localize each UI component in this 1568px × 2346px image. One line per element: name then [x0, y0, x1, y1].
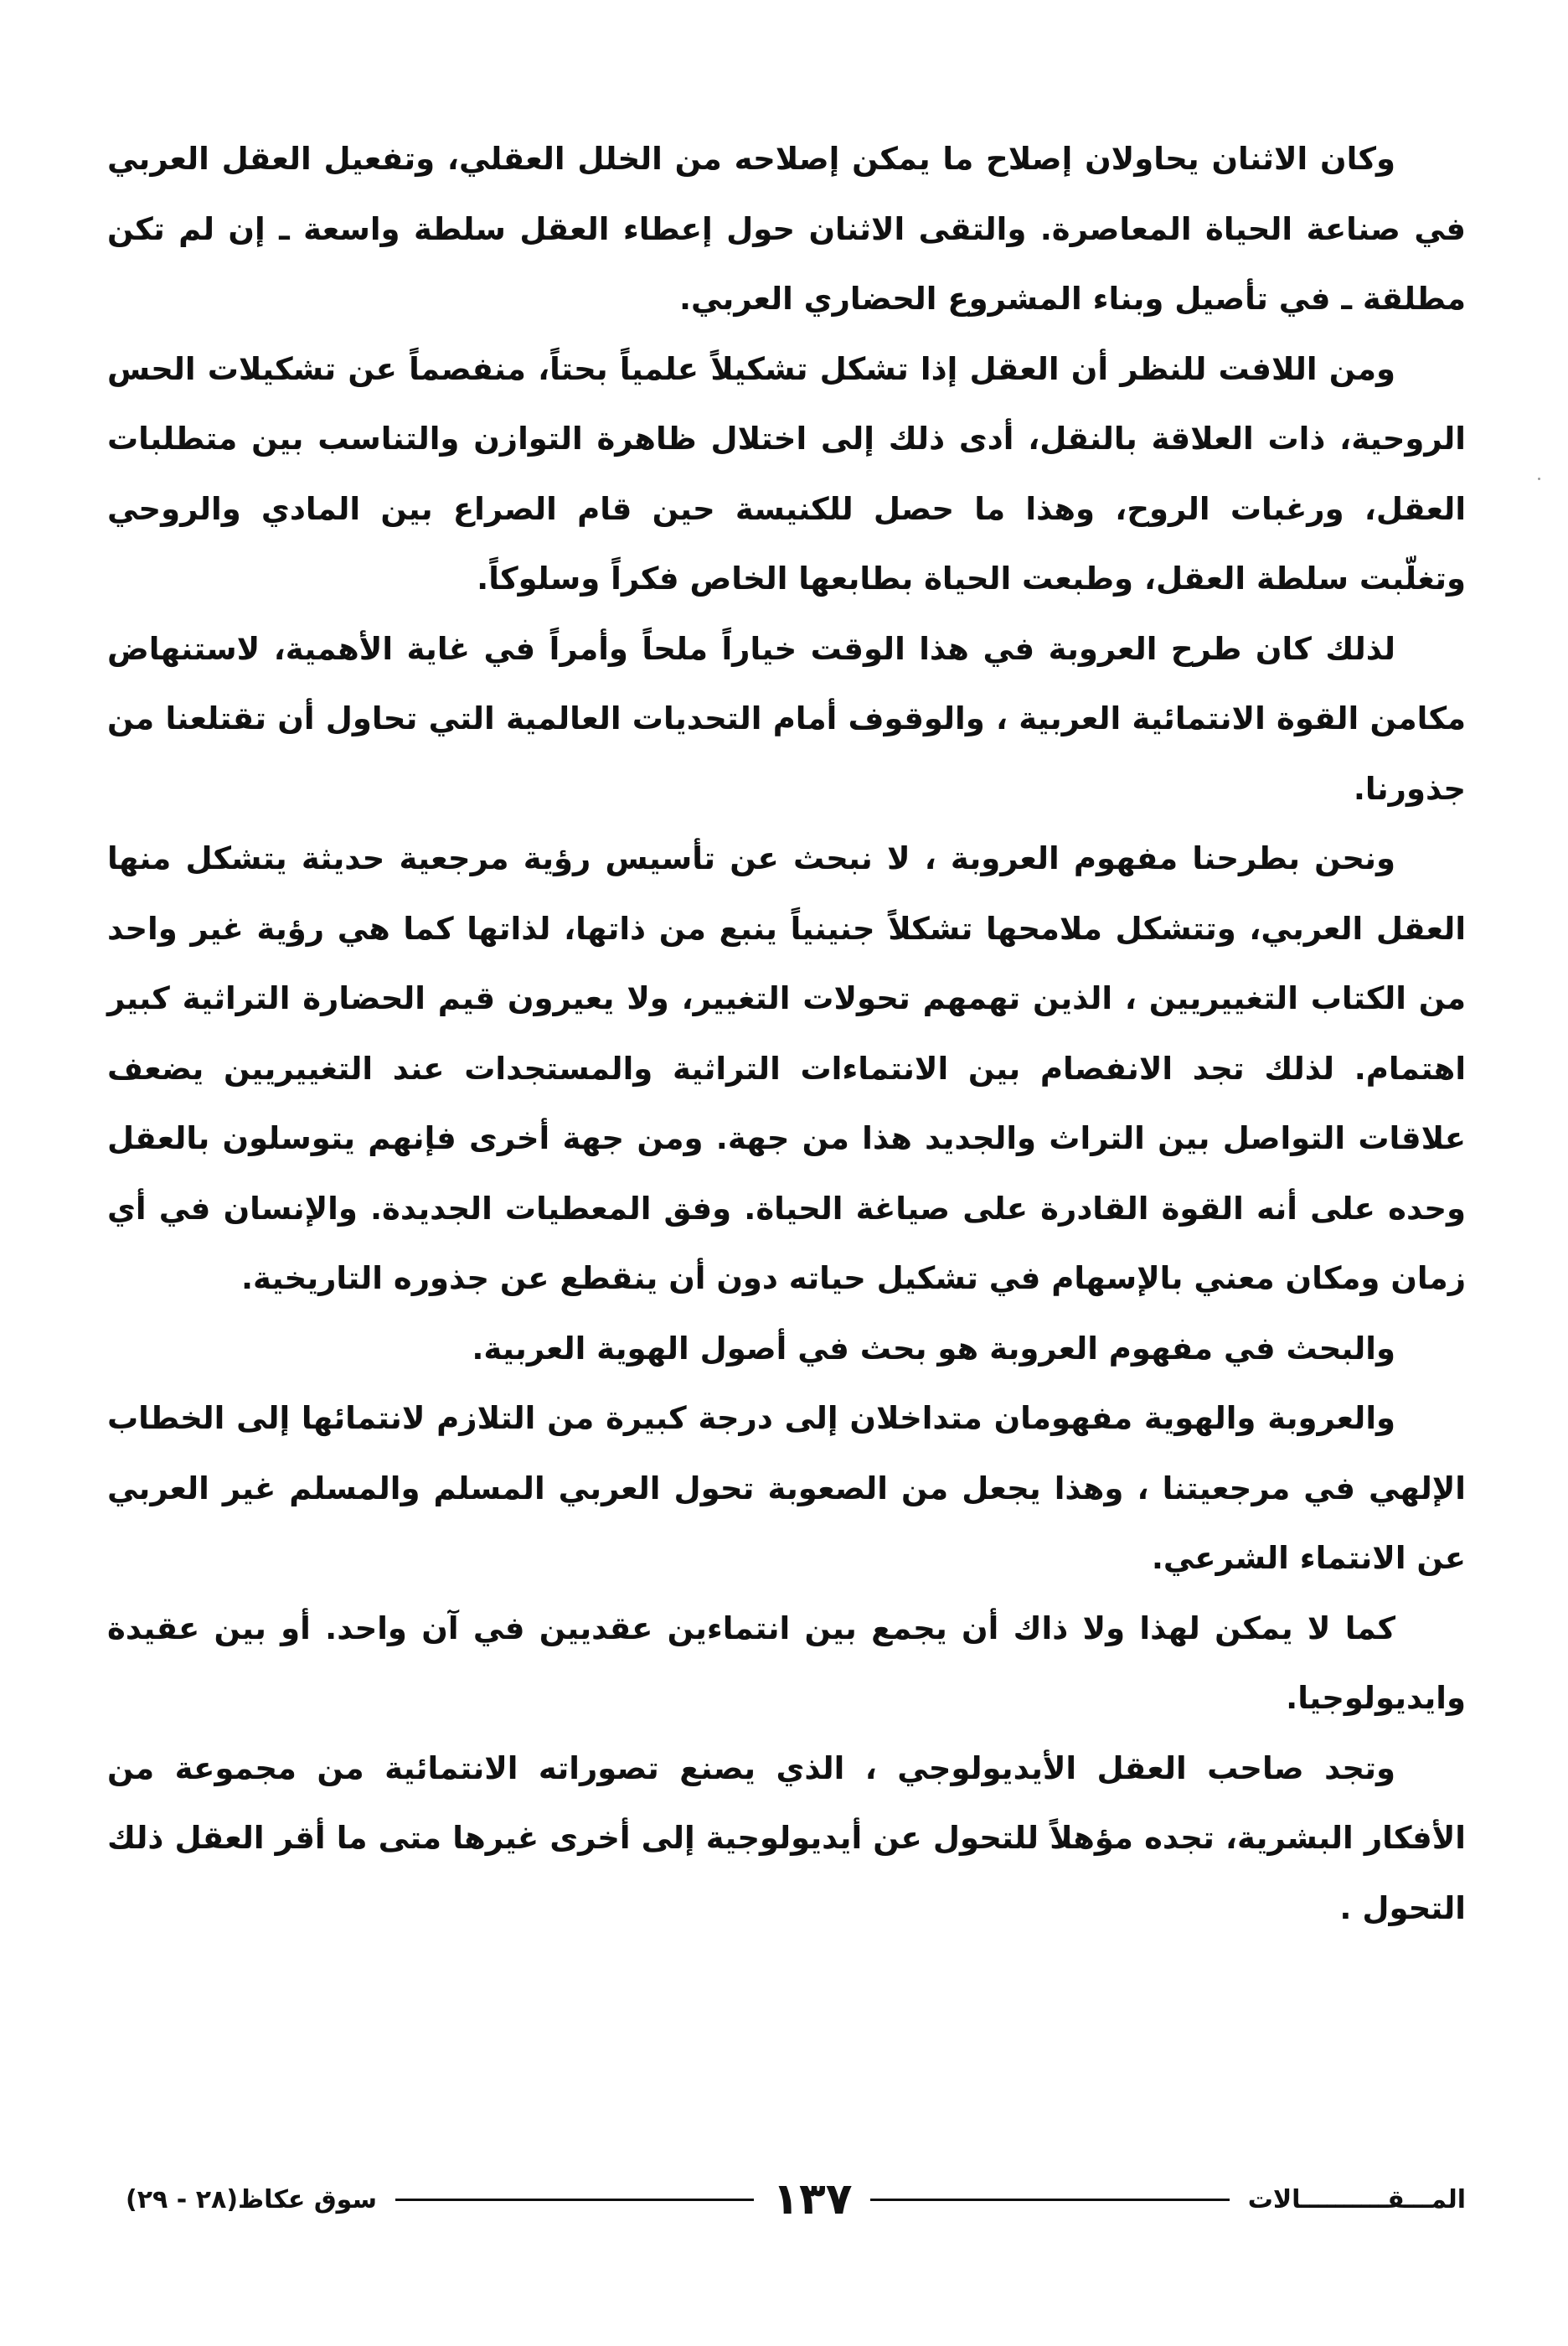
article-body: [107, 124, 1466, 1943]
section-label: المـــقــــــــــالات: [1247, 2184, 1466, 2214]
paragraph-2: ومن اللافت للنظر أن العقل إذا تشكل تشكيلاً علمياً بحتاً، منفصماً عن تشكيلات الحس الروحية، ذات العلاقة بالنقل، أدى ذلك إلى اختلال ظاهرة التوازن والتناسب بين متطلبات العقل، ورغبات الروح، وهذا ما حصل للكنيسة حين قام الصراع بين المادي والروحي وتغلّبت سلطة العقل، وطبعت الحياة بطابعها الخاص فكراً وسلوكاً.: [107, 350, 1466, 597]
paragraph-3: لذلك كان طرح العروبة في هذا الوقت خياراً ملحاً وأمراً في غاية الأهمية، لاستنهاض مكامن القوة الانتمائية العربية ، والوقوف أمام التحديات العالمية التي تحاول أن تقتلعنا من جذورنا.: [107, 630, 1466, 807]
footer-divider-left: [395, 2199, 754, 2201]
paragraph-5: والبحث في مفهوم العروبة هو بحث في أصول الهوية العربية.: [472, 1330, 1395, 1367]
paragraph-4: ونحن بطرحنا مفهوم العروبة ، لا نبحث عن تأسيس رؤية مرجعية حديثة يتشكل منها العقل العربي، وتتشكل ملامحها تشكلاً جنينياً ينبع من ذاتها، لذاتها كما هي رؤية غير واحد من الكتاب التغييريين ، الذين تهمهم تحولات التغيير، ولا يعيرون قيم الحضارة التراثية كبير اهتمام. لذلك تجد الانفصام بين الانتماءات التراثية والمستجدات عند التغييريين يضعف علاقات التواصل بين التراث والجديد هذا من جهة. ومن جهة أخرى فإنهم يتوسلون بالعقل وحده على أنه القوة القادرة على صياغة الحياة. وفق المعطيات الجديدة. والإنسان في أي زمان ومكان معني بالإسهام في تشكيل حياته دون أن ينقطع عن جذوره التاريخية.: [107, 840, 1466, 1296]
paragraph-7: كما لا يمكن لهذا ولا ذاك أن يجمع بين انتماءين عقديين في آن واحد. أو بين عقيدة وايديولوجيا.: [107, 1610, 1466, 1716]
page-footer: [126, 2170, 1466, 2229]
footer-divider-right: [870, 2199, 1229, 2201]
scan-mark: [1538, 478, 1540, 480]
paragraph-1: وكان الاثنان يحاولان إصلاح ما يمكن إصلاحه من الخلل العقلي، وتفعيل العقل العربي في صناعة الحياة المعاصرة. والتقى الاثنان حول إعطاء العقل سلطة واسعة ـ إن لم تكن مطلقة ـ في تأصيل وبناء المشروع الحضاري العربي.: [107, 141, 1466, 317]
page-number: ١٣٧: [772, 2174, 853, 2225]
journal-label: سوق عكاظ(٢٨ - ٢٩): [126, 2184, 377, 2214]
paragraph-8: وتجد صاحب العقل الأيديولوجي ، الذي يصنع تصوراته الانتمائية من مجموعة من الأفكار البشرية، تجده مؤهلاً للتحول عن أيديولوجية إلى أخرى غيرها متى ما أقر العقل ذلك التحول .: [107, 1749, 1466, 1926]
paragraph-6: والعروبة والهوية مفهومان متداخلان إلى درجة كبيرة من التلازم لانتمائها إلى الخطاب الإلهي في مرجعيتنا ، وهذا يجعل من الصعوبة تحول العربي المسلم والمسلم غير العربي عن الانتماء الشرعي.: [107, 1400, 1466, 1576]
